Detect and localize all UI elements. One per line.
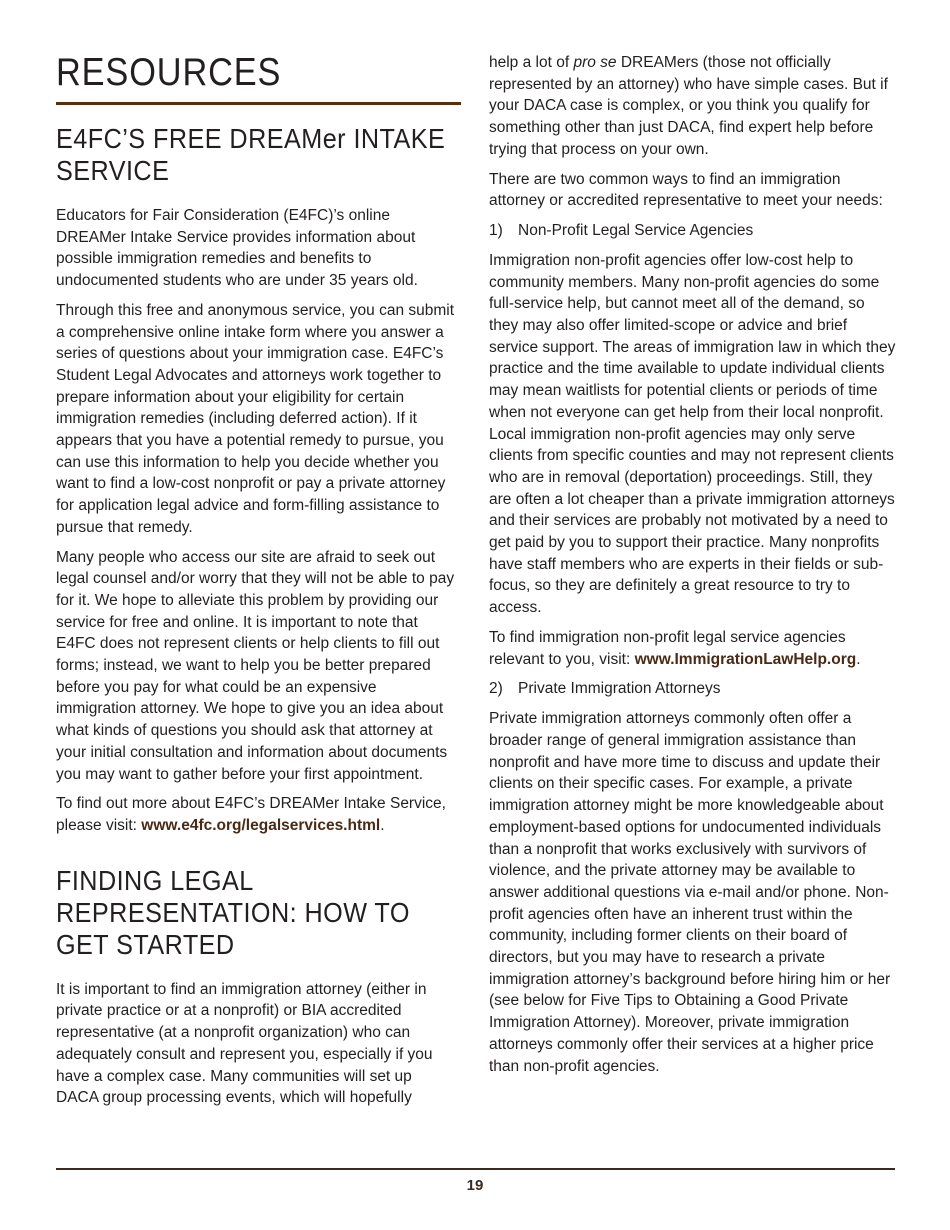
title-divider [56, 102, 461, 105]
paragraph [56, 793, 456, 836]
list-number: 2) [489, 680, 503, 698]
italic-text: pro se [573, 54, 617, 71]
e4fc-link[interactable]: www.e4fc.org/legalservices.html [141, 816, 381, 834]
list-item [489, 678, 897, 700]
paragraph: Educators for Fair Consideration (E4FC)’s online DREAMer Intake Service provides information about possible immigration remedies and benefits to undocumented students who are under 35 years old. [56, 207, 418, 290]
page-title: RESOURCES [56, 51, 282, 94]
paragraph [489, 52, 897, 161]
paragraph: Through this free and anonymous service, you can submit a comprehensive online intake form where you answer a series of questions about your immigration case. E4FC’s Student Legal Advocates and attorneys work together to prepare information about your eligibility for certain immigration remedies (including deferred action). If it appears that you have a potential remedy to pursue, you can use this information to help you decide whether you want to find a low-cost nonprofit or pay a private attorney for application legal advice and form-filling assistance to pursue that remedy. [56, 301, 455, 536]
footer-divider [56, 1168, 895, 1170]
text: . [856, 650, 861, 668]
right-column [489, 52, 897, 1085]
page-number: 19 [466, 1177, 484, 1194]
section-heading-finding-legal: FINDING LEGAL REPRESENTATION: HOW TO GET STARTED [56, 864, 410, 960]
paragraph: There are two common ways to find an immigration attorney or accredited representative to meet your needs: [489, 170, 883, 210]
paragraph: Many people who access our site are afraid to seek out legal counsel and/or worry that they will not be able to pay for it. We hope to alleviate this problem by providing our service for free and online. It is important to note that E4FC does not represent clients or help clients to fill out forms; instead, we want to help you be better prepared before you pay for what could be an expensive immigration attorney. We hope to give you an idea about what kinds of questions you should ask that attorney at your initial consultation and information about documents you may want to gather before your first appointment. [56, 548, 455, 783]
paragraph [489, 627, 897, 670]
paragraph: It is important to find an immigration attorney (either in private practice or at a nonprofit) or BIA accredited representative (at a nonprofit organization) who can adequately consult and represent you, especially if you have a complex case. Many communities will set up DACA group processing events, which will hopefully [56, 980, 433, 1107]
list-label: Private Immigration Attorneys [518, 680, 721, 698]
list-label: Non-Profit Legal Service Agencies [518, 221, 754, 239]
paragraph: Immigration non-profit agencies offer low-cost help to community members. Many non-profit agencies do some full-service help, but cannot meet all of the demand, so they may also offer limited-scope or advice and brief service support. The areas of immigration law in which they practice and the time available to update individual clients may mean waitlists for potential clients or periods of time when not everyone can get help from their local nonprofit. Local immigration non-profit agencies may only serve clients from specific counties and may not represent clients who are in removal (deportation) proceedings. Still, they are often a lot cheaper than a private immigration attorneys and their services are probably not motivated by a need to get paid by you to support their practice. Many nonprofits have staff members who are experts in their fields or sub-focus, so they are definitely a great resource to try to access. [489, 251, 896, 617]
text: To find out more about E4FC’s DREAMer Intake Service, please visit: [56, 795, 446, 834]
section-heading-intake: E4FC’S FREE DREAMer INTAKE SERVICE [56, 123, 446, 186]
text: . [380, 816, 385, 834]
immigrationlawhelp-link[interactable]: www.ImmigrationLawHelp.org [634, 650, 857, 668]
text: DREAMers (those not officially represented by an attorney) who have simple cases. But if your DACA case is complex, or you think you qualify for something other than just DACA, find expert help before trying that process on your own. [489, 54, 888, 158]
list-item [489, 220, 897, 242]
left-column [56, 50, 456, 1117]
list-number: 1) [489, 221, 503, 239]
text: help a lot of [489, 54, 574, 71]
paragraph: Private immigration attorneys commonly often offer a broader range of general immigration assistance than nonprofit and have more time to discuss and update their clients on their specific cases. For example, a private immigration attorney might be more knowledgeable about employment-based options for undocumented individuals than a nonprofit that works exclusively with survivors of violence, and the private attorney may be available to answer additional questions via e-mail and/or phone. Non-profit agencies often have an inherent trust within the community, including former clients on their board of directors, but you may have to research a private immigration attorney’s background before hiring him or her (see below for Five Tips to Obtaining a Good Private Immigration Attorney). Moreover, private immigration attorneys commonly offer their services at a higher price than non-profit agencies. [489, 710, 891, 1075]
text: To find immigration non-profit legal service agencies relevant to you, visit: [489, 628, 846, 668]
